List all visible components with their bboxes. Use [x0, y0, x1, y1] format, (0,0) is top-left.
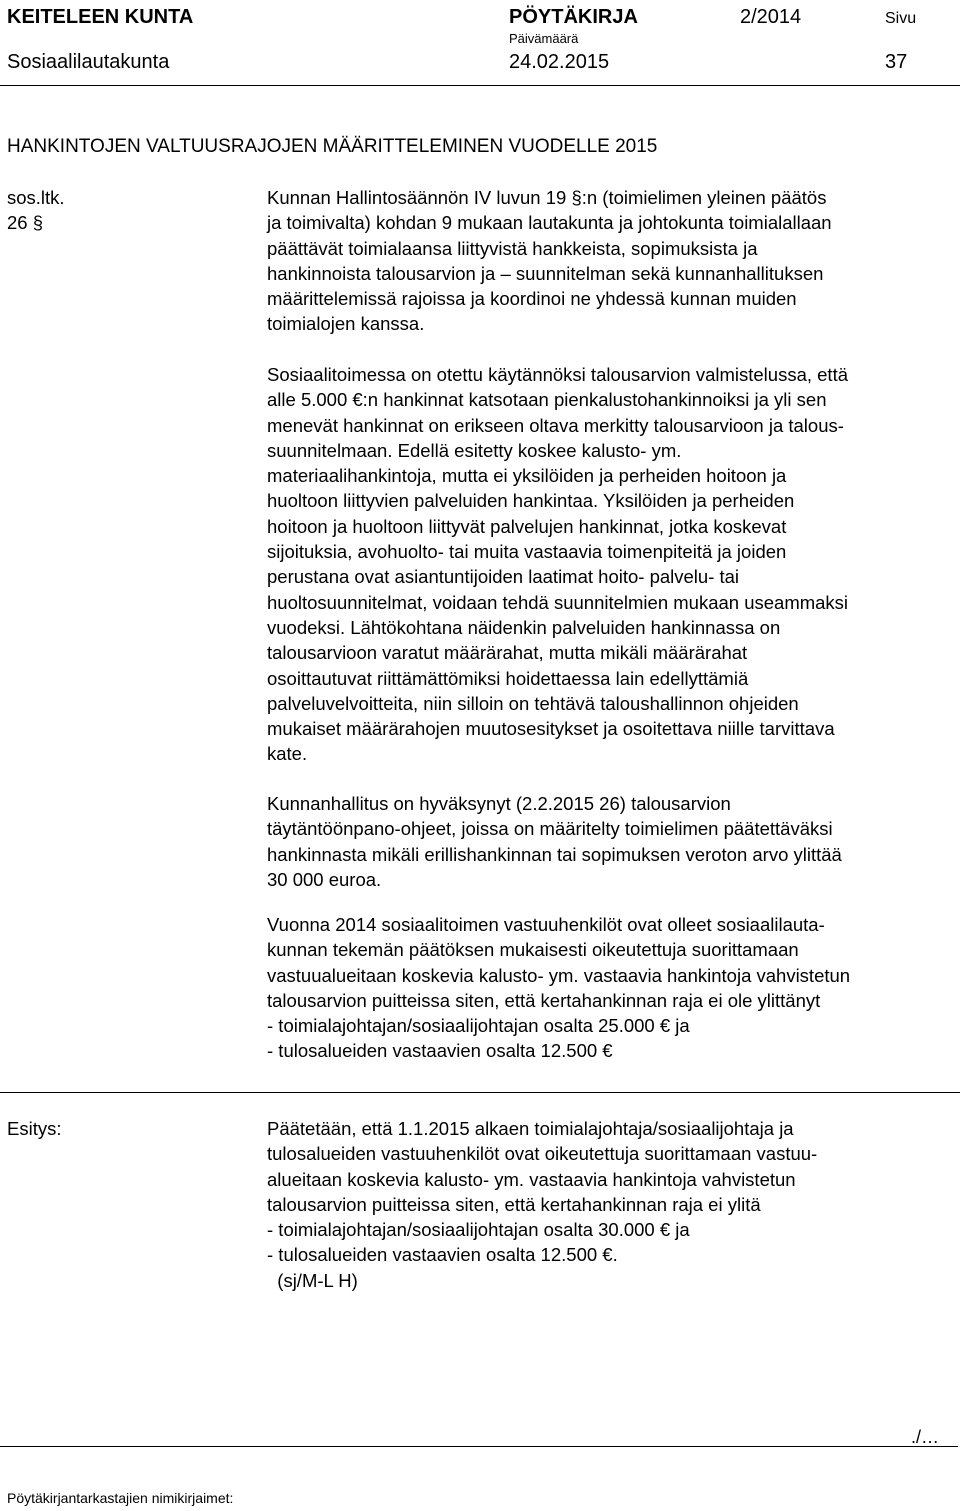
document-header: [0, 0, 960, 80]
paragraph-2: [267, 362, 960, 767]
minutes-number: 2/2014: [740, 6, 802, 28]
proposal-line: talousarvion puitteissa siten, että kertahankinnan raja ei ylitä: [267, 1193, 761, 1215]
paragraph-line: huoltoon liittyvien palveluiden hankintaa. Yksilöiden ja perheiden: [267, 490, 795, 512]
proposal-line: Päätetään, että 1.1.2015 alkaen toimialajohtaja/sosiaalijohtaja ja: [267, 1118, 794, 1139]
proposal-divider: [0, 1092, 960, 1093]
header-divider: [0, 85, 960, 86]
paragraph-line: hankinnasta mikäli erillishankinnan tai sopimuksen veroton arvo ylittää: [267, 843, 842, 865]
proposal-text: [267, 1116, 960, 1293]
paragraph-line: päättävät toimialaansa liittyvistä hankkeista, sopimuksista ja: [267, 237, 758, 259]
page-number: 37: [885, 51, 908, 73]
paragraph-line: toimialojen kanssa.: [267, 313, 425, 335]
paragraph-3: [267, 791, 960, 892]
signature-label: Pöytäkirjantarkastajien nimikirjaimet:: [7, 1490, 234, 1506]
paragraph-line: kate.: [267, 743, 308, 765]
paragraph-line: mukaiset määrärahojen muutosesitykset ja osoitettava niille tarvittava: [267, 718, 835, 740]
paragraph-line: osoittautuvat riittämättömiksi hoidettaessa lain edellyttämiä: [267, 667, 749, 689]
proposal-line: - toimialajohtajan/sosiaalijohtajan osalta 30.000 € ja: [267, 1219, 690, 1241]
paragraph-line: talousarvion puitteissa siten, että kertahankinnan raja ei ole ylittänyt: [267, 989, 821, 1011]
board-name: Sosiaalilautakunta: [7, 51, 170, 73]
meeting-date: 24.02.2015: [509, 51, 610, 73]
paragraph-line: Sosiaalitoimessa on otettu käytännöksi talousarvion valmistelussa, että: [267, 364, 848, 385]
continues-marker: ./…: [911, 1427, 940, 1447]
paragraph-line: 30 000 euroa.: [267, 868, 382, 890]
paragraph-4: [267, 912, 960, 1064]
municipality-name: KEITELEEN KUNTA: [7, 6, 194, 28]
paragraph-line: - tulosalueiden vastaavien osalta 12.500 €: [267, 1040, 613, 1062]
case-ref-board: sos.ltk.: [7, 187, 65, 208]
proposal-label: Esitys:: [7, 1118, 62, 1139]
paragraph-line: talousarvioon varatut määrärahat, mutta mikäli määrärahat: [267, 642, 748, 664]
paragraph-line: materiaalihankintoja, mutta ei yksilöiden ja perheiden hoitoon ja: [267, 465, 787, 487]
paragraph-line: hoitoon ja huoltoon liittyvät palvelujen hankinnat, jotka koskevat: [267, 515, 787, 537]
proposal-line: (sj/M-L H): [267, 1269, 358, 1291]
paragraph-line: Kunnanhallitus on hyväksynyt (2.2.2015 26) talousarvion: [267, 793, 731, 814]
paragraph-line: suunnitelmaan. Edellä esitetty koskee kalusto- ym.: [267, 439, 682, 461]
paragraph-1: [267, 185, 960, 337]
date-label: Päivämäärä: [509, 31, 579, 46]
paragraph-line: vuodeksi. Lähtökohtana näidenkin palveluiden hankinnassa on: [267, 616, 781, 638]
paragraph-line: perustana ovat asiantuntijoiden laatimat hoito- palvelu- tai: [267, 566, 740, 588]
paragraph-line: alle 5.000 €:n hankinnat katsotaan pienkalustohankinnoiksi ja yli sen: [267, 389, 827, 411]
paragraph-line: hankinnoista talousarvion ja – suunnitelman sekä kunnanhallituksen: [267, 262, 824, 284]
page-label: Sivu: [885, 10, 917, 27]
document-type: PÖYTÄKIRJA: [509, 6, 638, 28]
paragraph-line: Vuonna 2014 sosiaalitoimen vastuuhenkilöt ovat olleet sosiaalilauta-: [267, 914, 825, 935]
proposal-line: alueitaan koskevia kalusto- ym. vastaavia hankintoja vahvistetun: [267, 1168, 796, 1190]
proposal-line: - tulosalueiden vastaavien osalta 12.500 €.: [267, 1244, 618, 1266]
paragraph-line: vastuualueitaan koskevia kalusto- ym. vastaavia hankintoja vahvistetun: [267, 964, 851, 986]
section-title: HANKINTOJEN VALTUUSRAJOJEN MÄÄRITTELEMINEN VUODELLE 2015: [7, 136, 658, 157]
paragraph-line: menevät hankinnat on erikseen oltava merkitty talousarvioon ja talous-: [267, 414, 844, 436]
paragraph-line: sijoituksia, avohuolto- tai muita vastaavia toimenpiteitä ja joiden: [267, 541, 787, 563]
paragraph-line: Kunnan Hallintosäännön IV luvun 19 §:n (toimielimen yleinen päätös: [267, 187, 827, 208]
paragraph-line: kunnan tekemän päätöksen mukaisesti oikeutettuja suorittamaan: [267, 939, 799, 961]
paragraph-line: huoltosuunnitelmat, voidaan tehdä suunnitelmien mukaan useammaksi: [267, 591, 849, 613]
paragraph-line: palveluvelvoitteita, niin silloin on tehtävä taloushallinnon ohjeiden: [267, 692, 799, 714]
paragraph-line: ja toimivalta) kohdan 9 mukaan lautakunta ja johtokunta toimialallaan: [267, 212, 832, 234]
proposal-line: tulosalueiden vastuuhenkilöt ovat oikeutettuja suorittamaan vastuu-: [267, 1143, 818, 1165]
paragraph-line: täytäntöönpano-ohjeet, joissa on määritelty toimielimen päätettäväksi: [267, 818, 833, 840]
case-ref-section: 26 §: [7, 212, 44, 233]
paragraph-line: määrittelemissä rajoissa ja koordinoi ne yhdessä kunnan muiden: [267, 288, 797, 310]
paragraph-line: - toimialajohtajan/sosiaalijohtajan osalta 25.000 € ja: [267, 1015, 690, 1037]
